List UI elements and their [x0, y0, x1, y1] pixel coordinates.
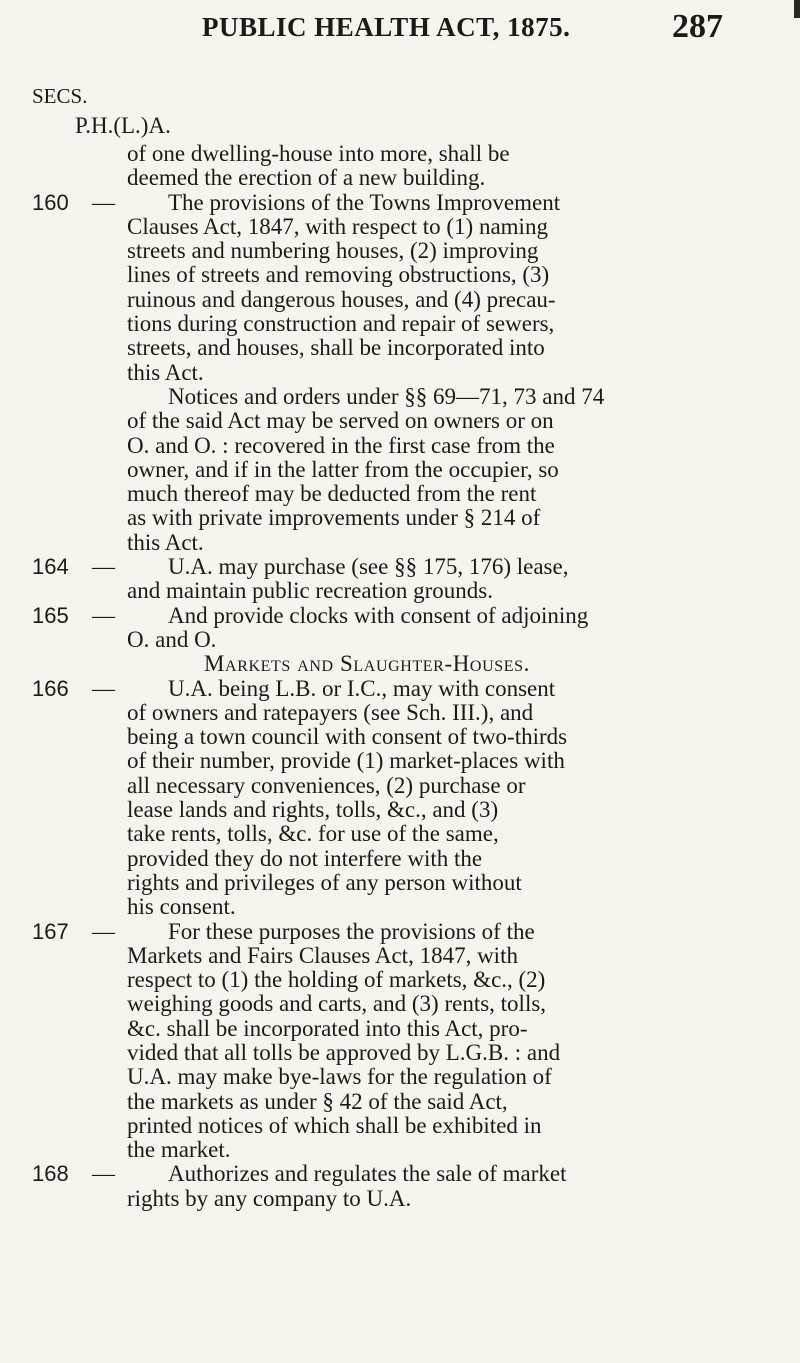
- section-number: 165: [32, 602, 69, 628]
- text-line: [0, 798, 800, 822]
- line-text: streets, and houses, shall be incorporated into: [127, 335, 545, 361]
- text-line: [0, 361, 800, 385]
- page-number: 287: [672, 8, 723, 45]
- text-line: [0, 749, 800, 773]
- line-text: being a town council with consent of two-thirds: [127, 724, 568, 750]
- page-body: [0, 142, 800, 1211]
- line-text: Markets and Fairs Clauses Act, 1847, with: [127, 942, 518, 968]
- line-text: U.A. may purchase (see §§ 175, 176) lease,: [168, 554, 569, 580]
- text-line: [0, 725, 800, 749]
- line-text: And provide clocks with consent of adjoining: [168, 602, 589, 628]
- line-text: weighing goods and carts, and (3) rents, tolls,: [127, 991, 547, 1017]
- running-header: [0, 6, 800, 50]
- line-text: the market.: [127, 1137, 231, 1163]
- text-line: [0, 263, 800, 287]
- section-heading: Markets and Slaughter-Houses.: [204, 651, 530, 677]
- line-text: streets and numbering houses, (2) improving: [127, 238, 539, 264]
- secs-label: SECS.: [32, 84, 88, 108]
- section-heading-line: [0, 652, 800, 676]
- text-line: [0, 1114, 800, 1138]
- text-line: [0, 336, 800, 360]
- text-line: [0, 191, 800, 215]
- text-line: [0, 482, 800, 506]
- text-line: [0, 215, 800, 239]
- text-line: [0, 458, 800, 482]
- section-dash: —: [92, 554, 115, 580]
- line-text: take rents, tolls, &c. for use of the same,: [127, 821, 499, 847]
- line-text: ruinous and dangerous houses, and (4) precau-: [127, 286, 556, 312]
- line-text: owner, and if in the latter from the occupier, so: [127, 456, 559, 482]
- line-text: provided they do not interfere with the: [127, 845, 483, 871]
- section-number: 167: [32, 918, 69, 944]
- section-dash: —: [92, 602, 115, 628]
- line-text: as with private improvements under § 214 of: [127, 505, 541, 531]
- section-dash: —: [92, 675, 115, 701]
- line-text: rights and privileges of any person without: [127, 869, 522, 895]
- text-line: [0, 628, 800, 652]
- text-line: [0, 871, 800, 895]
- line-text: and maintain public recreation grounds.: [127, 578, 493, 604]
- text-line: [0, 579, 800, 603]
- text-line: [0, 701, 800, 725]
- line-text: Authorizes and regulates the sale of market: [168, 1161, 567, 1187]
- line-text: U.A. may make bye-laws for the regulation of: [127, 1064, 552, 1090]
- section-number: 168: [32, 1161, 69, 1187]
- text-line: [0, 166, 800, 190]
- text-line: [0, 822, 800, 846]
- text-line: [0, 1017, 800, 1041]
- line-text: printed notices of which shall be exhibited in: [127, 1112, 542, 1138]
- line-text: deemed the erection of a new building.: [127, 165, 486, 191]
- line-text: &c. shall be incorporated into this Act, pro-: [127, 1015, 528, 1041]
- text-line: [0, 409, 800, 433]
- section-number: 160: [32, 189, 69, 215]
- text-line: [0, 1090, 800, 1114]
- line-text: respect to (1) the holding of markets, &c., (2): [127, 967, 546, 993]
- line-text: this Act.: [127, 529, 204, 555]
- line-text: U.A. being L.B. or I.C., may with consent: [168, 675, 556, 701]
- text-line: [0, 774, 800, 798]
- line-text: this Act.: [127, 359, 204, 385]
- line-text: of one dwelling-house into more, shall be: [127, 141, 510, 166]
- line-text: For these purposes the provisions of the: [168, 918, 535, 944]
- text-line: [0, 1162, 800, 1186]
- text-line: [0, 604, 800, 628]
- section-dash: —: [92, 1161, 115, 1187]
- text-line: [0, 920, 800, 944]
- text-line: [0, 1187, 800, 1211]
- line-text: Clauses Act, 1847, with respect to (1) naming: [127, 213, 548, 239]
- text-line: [0, 1138, 800, 1162]
- text-line: [0, 142, 800, 166]
- text-line: [0, 1065, 800, 1089]
- text-line: [0, 288, 800, 312]
- act-abbreviation-label: P.H.(L.)A.: [75, 113, 171, 138]
- section-number: 164: [32, 554, 69, 580]
- line-text: O. and O.: [127, 626, 217, 652]
- section-dash: —: [92, 189, 115, 215]
- text-line: [0, 531, 800, 555]
- line-text: lines of streets and removing obstructions, (3): [127, 262, 550, 288]
- line-text: Notices and orders under §§ 69—71, 73 and 74: [168, 383, 605, 409]
- line-text: vided that all tolls be approved by L.G.B. : and: [127, 1039, 561, 1065]
- line-text: of owners and ratepayers (see Sch. III.), and: [127, 699, 534, 725]
- page-edge-mark: [794, 0, 800, 18]
- line-text: the markets as under § 42 of the said Act,: [127, 1088, 508, 1114]
- line-text: tions during construction and repair of sewers,: [127, 311, 555, 337]
- text-line: [0, 968, 800, 992]
- text-line: [0, 555, 800, 579]
- text-line: [0, 847, 800, 871]
- text-line: [0, 944, 800, 968]
- text-line: [0, 312, 800, 336]
- line-text: lease lands and rights, tolls, &c., and (3): [127, 797, 499, 823]
- line-text: of their number, provide (1) market-places with: [127, 748, 565, 774]
- text-line: [0, 895, 800, 919]
- line-text: much thereof may be deducted from the rent: [127, 481, 537, 507]
- text-line: [0, 677, 800, 701]
- line-text: all necessary conveniences, (2) purchase or: [127, 772, 526, 798]
- text-line: [0, 239, 800, 263]
- section-dash: —: [92, 918, 115, 944]
- text-line: [0, 434, 800, 458]
- text-line: [0, 992, 800, 1016]
- line-text: rights by any company to U.A.: [127, 1185, 412, 1211]
- line-text: The provisions of the Towns Improvement: [168, 189, 561, 215]
- text-line: [0, 506, 800, 530]
- section-number: 166: [32, 675, 69, 701]
- line-text: of the said Act may be served on owners or on: [127, 408, 554, 434]
- text-line: [0, 1041, 800, 1065]
- line-text: O. and O. : recovered in the first case from the: [127, 432, 555, 458]
- line-text: his consent.: [127, 894, 236, 920]
- text-line: [0, 385, 800, 409]
- running-title: PUBLIC HEALTH ACT, 1875.: [202, 12, 571, 42]
